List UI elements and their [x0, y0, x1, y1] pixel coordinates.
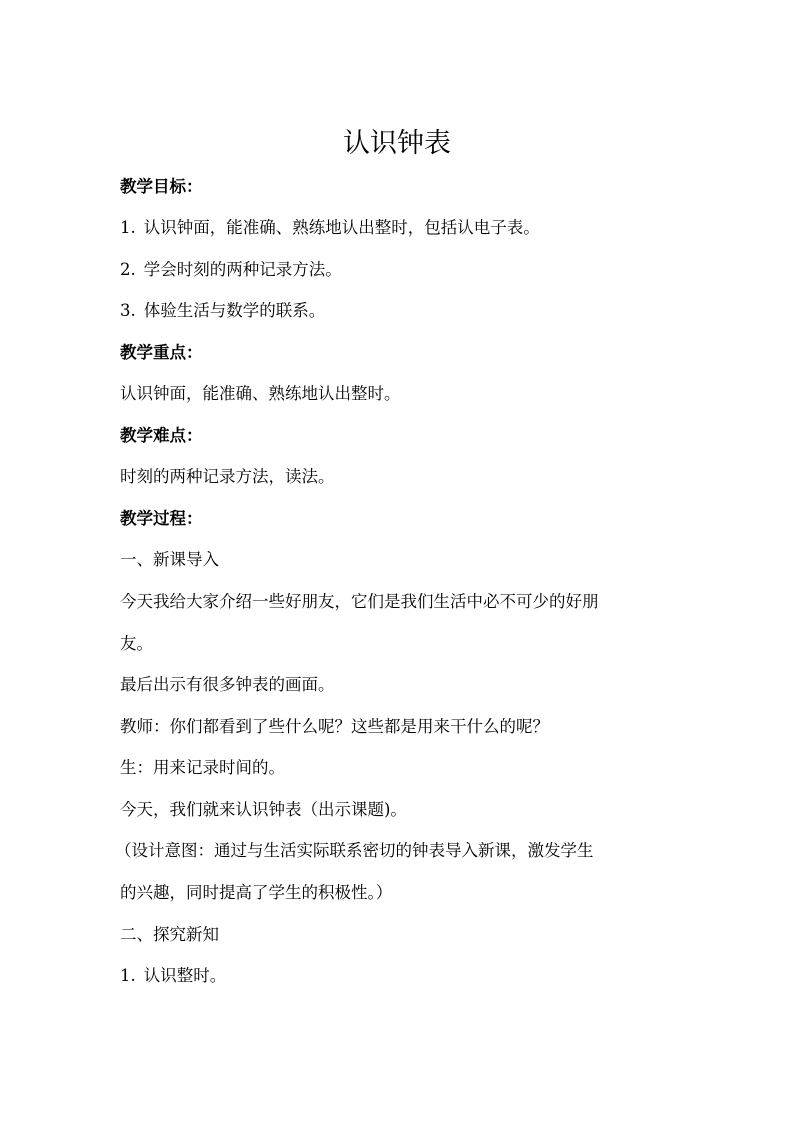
key-points-text: 认识钟面，能准确、熟练地认出整时。: [120, 384, 401, 403]
objective-text: 体验生活与数学的联系。: [143, 301, 326, 320]
paragraph-line: 生：用来记录时间的。: [120, 758, 285, 777]
explore-item-1: [120, 964, 680, 988]
document-title: 认识钟表: [343, 128, 451, 159]
paragraph-line: 最后出示有很多钟表的画面。: [120, 675, 335, 694]
difficulties-text: 时刻的两种记录方法，读法。: [120, 467, 335, 486]
section-heading-objectives: 教学目标：: [120, 177, 203, 196]
paragraph-line: 教师：你们都看到了些什么呢？这些都是用来干什么的呢？: [120, 717, 549, 736]
design-note-line: 的兴趣，同时提高了学生的积极性。）: [120, 883, 393, 902]
list-number: 3.: [120, 301, 136, 320]
list-number: 2.: [120, 260, 136, 279]
objective-item-3: [120, 299, 680, 323]
paragraph-line: 今天，我们就来认识钟表（出示课题)。: [120, 800, 407, 819]
paragraph-line: 友。: [120, 634, 153, 653]
subsection-heading-intro: 一、新课导入: [120, 550, 219, 569]
list-number: 1.: [120, 218, 136, 237]
explore-text: 认识整时。: [143, 966, 227, 985]
section-heading-key-points: 教学重点：: [120, 343, 203, 362]
paragraph-line: 今天我给大家介绍一些好朋友，它们是我们生活中必不可少的好朋: [120, 592, 599, 611]
section-heading-difficulties: 教学难点：: [120, 426, 203, 445]
objective-text: 认识钟面，能准确、熟练地认出整时，包括认电子表。: [143, 218, 540, 237]
subsection-heading-explore: 二、探究新知: [120, 925, 219, 944]
objective-text: 学会时刻的两种记录方法。: [143, 260, 342, 279]
design-note-line: （设计意图：通过与生活实际联系密切的钟表导入新课，激发学生: [115, 841, 594, 860]
objective-item-1: [120, 216, 680, 240]
list-number: 1.: [120, 966, 136, 985]
objective-item-2: [120, 258, 680, 282]
section-heading-process: 教学过程：: [120, 509, 203, 528]
